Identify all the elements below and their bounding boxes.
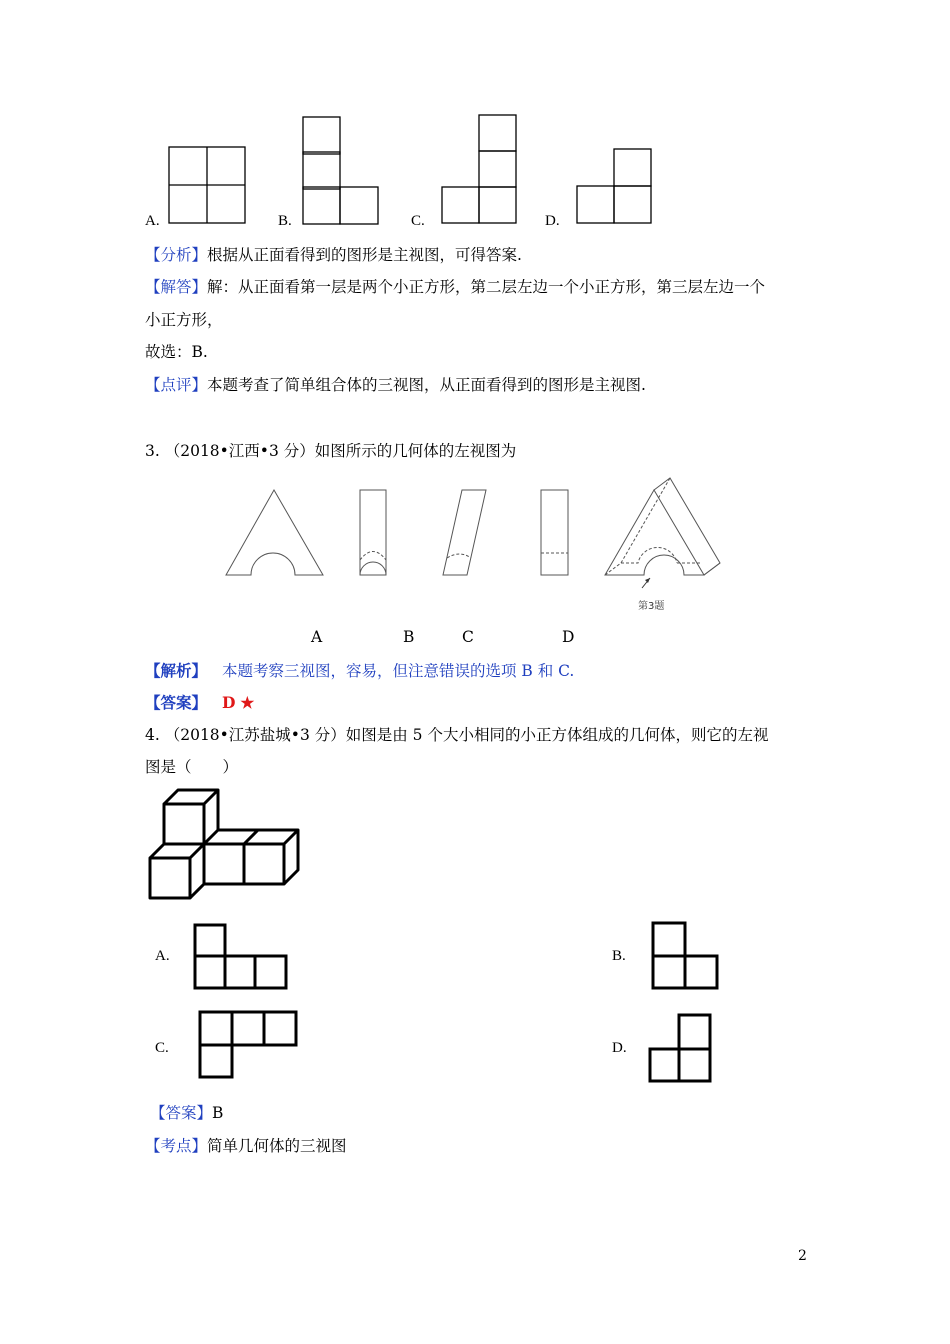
answer-text-1: 解：从正面看第一层是两个小正方形，第二层左边一个小正方形，第三层左边一个 xyxy=(207,278,766,296)
daan-text: D xyxy=(221,693,236,712)
q4-solid-figure xyxy=(148,788,303,903)
q2-analysis xyxy=(145,244,522,266)
daan-tag: 【答案】 xyxy=(145,693,208,712)
q4-option-b-label: B. xyxy=(612,948,626,964)
q2-option-c-label: C. xyxy=(411,213,425,229)
q4-option-d-label: D. xyxy=(612,1040,627,1056)
q2-option-d-figure xyxy=(576,148,656,226)
q4-option-a-figure xyxy=(193,923,289,991)
kaodian-text: 简单几何体的三视图 xyxy=(207,1137,347,1155)
q2-answer-line-1 xyxy=(145,276,765,298)
q2-option-b-label: B. xyxy=(278,213,292,229)
q3-figure-caption: 第3题 xyxy=(638,601,665,612)
q4-answer xyxy=(150,1102,223,1124)
q4-option-b-figure xyxy=(651,921,721,991)
analysis-text: 根据从正面看得到的图形是主视图，可得答案. xyxy=(207,246,522,264)
q4-option-d-figure xyxy=(648,1013,714,1083)
comment-text: 本题考查了简单组合体的三视图，从正面看得到的图形是主视图. xyxy=(207,376,646,394)
q2-comment xyxy=(145,374,646,396)
q2-option-c-figure xyxy=(441,114,521,226)
q4-kaodian xyxy=(145,1135,347,1157)
q3-jiexi xyxy=(145,660,574,682)
q2-option-d-label: D. xyxy=(545,213,560,229)
jiexi-tag: 【解析】 xyxy=(145,661,208,680)
q2-answer-line-2: 小正方形， xyxy=(145,311,223,329)
q3-option-d: D xyxy=(562,628,575,646)
q3-figure xyxy=(220,480,730,615)
q3-stem: 3. （2018•江西•3 分）如图所示的几何体的左视图为 xyxy=(145,442,517,460)
q4-option-c-label: C. xyxy=(155,1040,169,1056)
q3-option-a: A xyxy=(311,628,323,646)
answer-tag: 【解答】 xyxy=(145,278,208,296)
q2-option-b-figure xyxy=(302,116,382,228)
q3-answer xyxy=(145,692,254,714)
q4-option-a-label: A. xyxy=(155,948,170,964)
q2-option-a-figure xyxy=(168,146,248,226)
q3-option-b: B xyxy=(403,628,415,646)
q4-option-c-figure xyxy=(198,1010,300,1080)
q2-option-a-label: A. xyxy=(145,213,160,229)
q4-stem-line-2: 图是（ ） xyxy=(145,758,239,776)
page-number: 2 xyxy=(798,1248,807,1264)
analysis-tag: 【分析】 xyxy=(145,246,208,264)
answer-text: B xyxy=(212,1104,224,1122)
q2-answer-line-3: 故选：B. xyxy=(145,343,208,361)
answer-tag: 【答案】 xyxy=(150,1104,213,1122)
kaodian-tag: 【考点】 xyxy=(145,1137,208,1155)
q4-stem-line-1: 4. （2018•江苏盐城•3 分）如图是由 5 个大小相同的小正方体组成的几何体，则它的左视 xyxy=(145,726,769,744)
q3-option-c: C xyxy=(462,628,474,646)
jiexi-text: 本题考察三视图，容易，但注意错误的选项 B 和 C. xyxy=(221,662,575,680)
star-icon: ★ xyxy=(240,693,255,712)
comment-tag: 【点评】 xyxy=(145,376,208,394)
